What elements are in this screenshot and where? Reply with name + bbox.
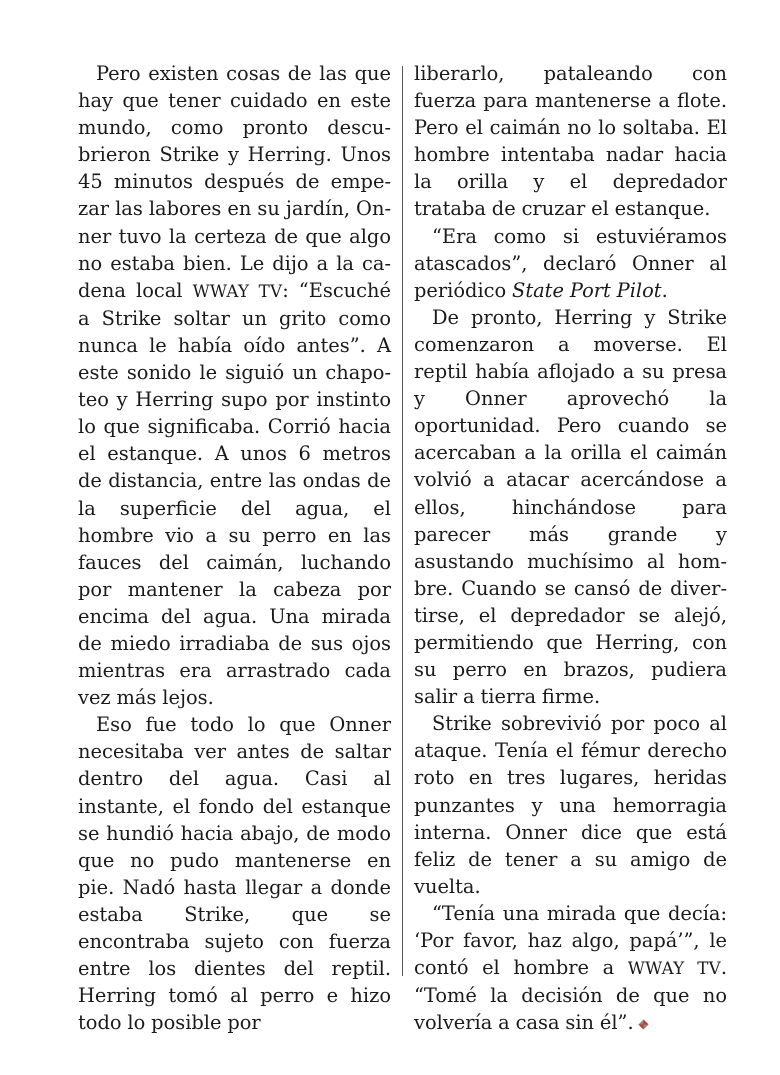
paragraph-3-text-a: “Era como si estuviéramos atascados”, declaró Onner al periódico <box>414 224 727 302</box>
station-name: WWAY TV <box>192 281 283 301</box>
right-column <box>414 60 727 1036</box>
paragraph-1-text-b: : “Escuché a Strike soltar un grito como nunca le había oído antes”. A este sonido le siguió un chapoteo y Herring supo por instinto lo que significaba. Corrió hacia el estanque. A unos 6 metros de distancia, entre las ondas de la superficie del agua, el hombre vio a su perro en las fauces del caimán, luchando por mantener la cabeza por encima del agua. Una mirada de miedo irradiaba de sus ojos mientras era arrastrado cada vez más lejos. <box>78 278 391 710</box>
left-column <box>78 60 391 1036</box>
paragraph-2: Eso fue todo lo que Onner necesitaba ver antes de saltar dentro del agua. Casi al instante, el fondo del estanque se hundió hacia abajo, de modo que no pudo mantenerse en pie. Nadó hasta llegar a donde estaba Strike, que se encontraba sujeto con fuerza entre los dientes del reptil. Herring tomó al perro e hizo todo lo posible por <box>78 713 391 1035</box>
paragraph-1 <box>78 60 391 711</box>
paragraph-6-text-b: . “Tomé la decisión de que no volvería a casa sin él”. <box>414 956 728 1035</box>
paragraph-2-continued: liberarlo, pataleando con fuerza para mantenerse a flote. Pero el caimán no lo soltaba. El hombre intentaba nadar hacia la orilla y el depredador trataba de cruzar el estanque. <box>414 62 727 221</box>
station-name-2: WWAY TV <box>627 959 721 979</box>
newspaper-name: State Port Pilot <box>512 278 662 302</box>
end-of-article-icon <box>638 1019 649 1030</box>
column-divider <box>402 66 403 976</box>
paragraph-6-text-a: “Tenía una mirada que decía: ‘Por favor, haz algo, papá’”, le contó el hombre a <box>414 901 727 980</box>
paragraph-3-text-b: . <box>661 278 668 302</box>
paragraph-3 <box>414 223 727 304</box>
paragraph-6 <box>414 900 727 1036</box>
paragraph-1-text-a: Pero existen cosas de las que hay que tener cuidado en este mundo, como pronto descubrieron Strike y Herring. Unos 45 minutos después de empezar las labores en su jardín, Onner tuvo la certeza de que algo no estaba bien. Le dijo a la cadena local <box>78 62 391 302</box>
paragraph-5: Strike sobrevivió por poco al ataque. Tenía el fémur derecho roto en tres lugares, heridas punzantes y una hemorragia interna. Onner dice que está feliz de tener a su amigo de vuelta. <box>414 712 727 898</box>
paragraph-4: De pronto, Herring y Strike comenzaron a moverse. El reptil había aflojado a su presa y Onner aprovechó la oportunidad. Pero cuando se acercaban a la orilla el caimán volvió a atacar acercándose a ellos, hinchándose para parecer más grande y asustando muchísimo al hombre. Cuando se cansó de divertirse, el depredador se alejó, permitiendo que Herring, con su perro en brazos, pudiera salir a tierra firme. <box>414 305 727 709</box>
